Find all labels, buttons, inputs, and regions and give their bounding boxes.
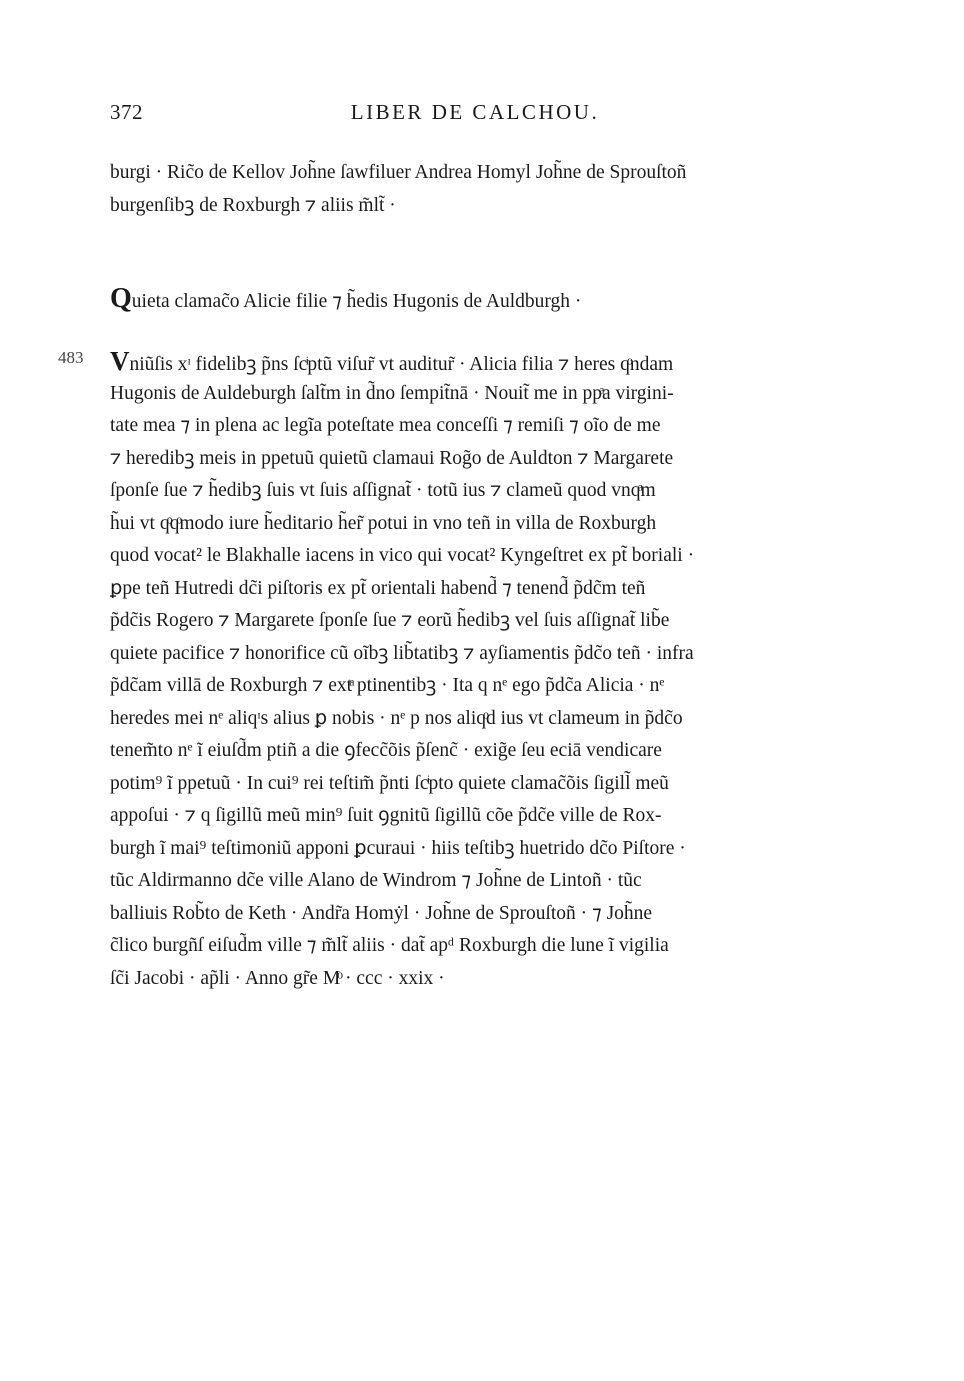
- text-line: ⁊ heredibꝫ meis in ppetuũ quietũ clamaui Rog̃o de Auldton ⁊ Margarete: [110, 447, 674, 469]
- text-line: tũc Aldirmanno dc̃e ville Alano de Windrom ⁊ Joh̃ne de Lintoñ · tũc: [110, 870, 642, 891]
- text-line: ꝑpe teñ Hutredi dc̃i piſtoris ex pt̃ orientali habend̃ ⁊ tenend̃ p̃dc̃m teñ: [110, 577, 646, 599]
- charter-initial: V: [110, 346, 130, 376]
- heading-initial: Q: [110, 283, 132, 314]
- charter-heading: [110, 283, 840, 315]
- text-line: tenem̃to nᵉ ĩ eiuſd̃m ptiñ a die ꝯfecc̃õis p̃ſenc̃ · exig̃e ſeu eciā vendicare: [110, 740, 662, 761]
- text-line: Hugonis de Auldeburgh ſalt̃m in d̃no ſempit̃nā · Nouit̃ me in ppͣa virgini-: [110, 382, 674, 404]
- text-line: [110, 345, 840, 378]
- page-number: 372: [110, 100, 143, 124]
- page-header: [110, 100, 840, 130]
- text-line: c̃lico burgñſ eiſud̃m ville ⁊ m̃lt̃ aliis · dat̃ apᵈ Roxburgh die lune ĩ vigilia: [110, 935, 669, 956]
- text-line: burgh ĩ mai⁹ teſtimoniũ apponi ꝑcuraui · hiis teſtibꝫ huetrido dc̃o Piſtore ·: [110, 837, 686, 859]
- text-line: tate mea ⁊ in plena ac legĩa poteſtate mea conceſſi ⁊ remiſi ⁊ oĩo de me: [110, 415, 661, 436]
- continuation-paragraph: [110, 157, 840, 222]
- text-line: potim⁹ ĩ ppetuũ · In cui⁹ rei teſtim̃ p̃nti ſcͥpto quiete clamac̃õis ſigill̃ meũ: [110, 772, 669, 794]
- heading-text: uieta clamac̃o Alicie filie ⁊ h̃edis Hugonis de Auldburgh ·: [131, 291, 582, 312]
- text-line: h̃ui vt qͦqͦmodo iure h̃editario h̃er̃ potui in vno teñ in villa de Roxburgh: [110, 512, 657, 534]
- charter-number: 483: [58, 348, 84, 367]
- first-line-text: niũſis xᶦ fidelibꝫ p̃ns ſcͥptũ viſur̃ vt auditur̃ · Alicia filia ⁊ heres qͦndam: [129, 354, 674, 375]
- running-title: LIBER DE CALCHOU.: [350, 100, 600, 124]
- text-line: heredes mei nᵉ aliqᶦs alius ꝑ nobis · nᵉ p nos aliqͦd ius vt clameum in p̃dc̃o: [110, 707, 683, 729]
- text-line: burgenſibꝫ de Roxburgh ⁊ aliis m̃lt̃ ·: [110, 194, 396, 216]
- text-line: ſponſe ſue ⁊ h̃edibꝫ ſuis vt ſuis aſſignat̃ · totũ ius ⁊ clameũ quod vnqͣm: [110, 480, 656, 501]
- text-line: p̃dc̃is Rogero ⁊ Margarete ſponſe ſue ⁊ eorũ h̃edibꝫ vel ſuis aſſignat̃ lib̃e: [110, 610, 670, 631]
- charter-body: [110, 345, 840, 995]
- text-line: balliuis Rob̃to de Keth · Andr̃a Homẏl · Joh̃ne de Sprouſtoñ · ⁊ Joh̃ne: [110, 902, 653, 924]
- text-line: appoſui · ⁊ q ſigillũ meũ min⁹ ſuit ꝯgnitũ ſigillũ cõe p̃dc̃e ville de Rox-: [110, 805, 662, 826]
- text-line: ſc̃i Jacobi · ap̃li · Anno gr̃e Mͦ · ccc · xxix ·: [110, 967, 445, 989]
- text-line: quod vocat² le Blakhalle iacens in vico qui vocat² Kyngeſtret ex pt̃ boriali ·: [110, 545, 695, 566]
- text-line: p̃dc̃am villā de Roxburgh ⁊ extͣ ptinentibꝫ · Ita q nᵉ ego p̃dc̃a Alicia · nᵉ: [110, 675, 665, 696]
- text-line: burgi · Ric̃o de Kellov Joh̃ne ſawfiluer Andrea Homyl Joh̃ne de Sprouſtoñ: [110, 162, 687, 183]
- text-line: quiete pacifice ⁊ honorifice cũ oĩbꝫ lib̃tatibꝫ ⁊ ayſiamentis p̃dc̃o teñ · infra: [110, 642, 694, 664]
